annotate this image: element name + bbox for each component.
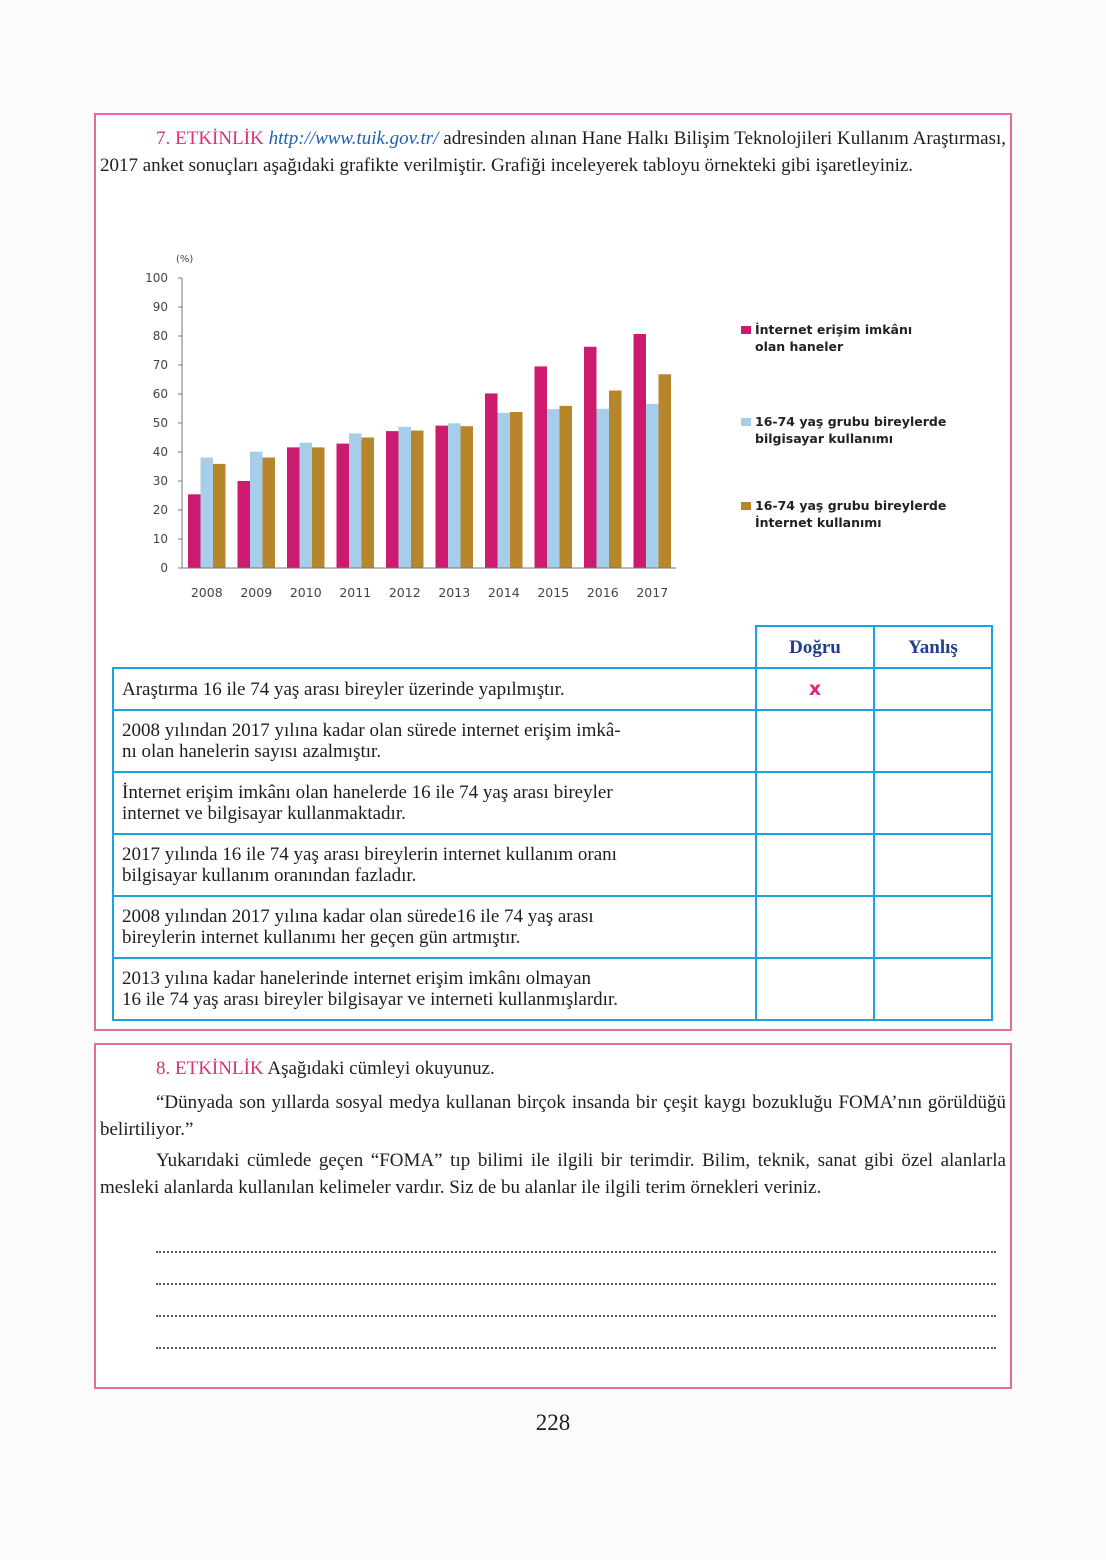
bar-2010-series-2 <box>300 443 313 568</box>
false-cell[interactable] <box>874 958 992 1020</box>
header-true: Doğru <box>756 626 874 668</box>
legend-line: bilgisayar kullanımı <box>755 431 894 446</box>
activity-8-instruction-text: Aşağıdaki cümleyi okuyunuz. <box>263 1058 495 1079</box>
statement-cell: 2013 yılına kadar hanelerinde internet erişim imkânı olmayan 16 ile 74 yaş arası bireyler bilgisayar ve interneti kullanmışlardır. <box>113 958 756 1020</box>
table-row <box>113 958 992 1020</box>
true-cell[interactable]: x <box>756 668 874 710</box>
bar-2015-series-3 <box>560 406 573 568</box>
bar-2017-series-3 <box>659 374 672 568</box>
true-cell[interactable] <box>756 710 874 772</box>
y-axis-ticks <box>145 271 182 575</box>
activity-8-box <box>94 1043 1012 1389</box>
activity-8-label: 8. ETKİNLİK <box>156 1058 264 1079</box>
statement-cell: 2008 yılından 2017 yılına kadar olan sürede internet erişim imkâ- nı olan hanelerin sayısı azalmıştır. <box>113 710 756 772</box>
true-false-table <box>112 625 993 1021</box>
statement-cell: 2017 yılında 16 ile 74 yaş arası bireylerin internet kullanım oranı bilgisayar kullanım oranından fazladır. <box>113 834 756 896</box>
bar-2012-series-3 <box>411 431 424 568</box>
header-false: Yanlış <box>874 626 992 668</box>
y-tick-label: 100 <box>145 271 168 285</box>
bar-2012-series-1 <box>386 431 399 568</box>
bar-2015-series-1 <box>535 366 548 568</box>
y-tick-label: 10 <box>152 532 168 546</box>
false-cell[interactable] <box>874 772 992 834</box>
true-cell[interactable] <box>756 958 874 1020</box>
bar-2008-series-1 <box>188 494 201 568</box>
true-cell[interactable] <box>756 834 874 896</box>
x-tick-label: 2008 <box>190 585 223 600</box>
x-tick-label: 2016 <box>586 585 619 600</box>
activity-7-box <box>94 113 1012 1031</box>
table-row <box>113 710 992 772</box>
legend-swatch-computer <box>741 418 751 426</box>
table-row <box>113 772 992 834</box>
answer-line[interactable] <box>156 1251 996 1253</box>
answer-line[interactable] <box>156 1315 996 1317</box>
activity-7-label: 7. ETKİNLİK <box>156 128 264 149</box>
true-cell[interactable] <box>756 772 874 834</box>
bar-2014-series-1 <box>485 393 498 568</box>
false-cell[interactable] <box>874 896 992 958</box>
quote-text: “Dünyada son yıllarda sosyal medya kullanan birçok insanda bir çeşit kaygı bozukluğu FOMA’nın görüldüğü belirtiliyor.” <box>100 1092 1006 1140</box>
y-tick-label: 70 <box>152 358 168 372</box>
bar-chart <box>114 245 669 605</box>
y-tick-label: 50 <box>152 416 168 430</box>
x-tick-label: 2017 <box>636 585 669 600</box>
legend-line: 16-74 yaş grubu bireylerde <box>755 414 947 429</box>
tuik-link[interactable]: http://www.tuik.gov.tr/ <box>268 128 439 149</box>
bar-2009-series-3 <box>263 458 276 568</box>
table-row <box>113 668 992 710</box>
bar-2011-series-1 <box>337 444 350 568</box>
bar-2010-series-1 <box>287 447 300 568</box>
true-cell[interactable] <box>756 896 874 958</box>
bar-2012-series-2 <box>399 427 412 568</box>
bar-2009-series-1 <box>238 481 251 568</box>
bar-2011-series-3 <box>362 438 375 569</box>
bar-2011-series-2 <box>349 433 362 568</box>
legend-line: 16-74 yaş grubu bireylerde <box>755 498 947 513</box>
answer-line[interactable] <box>156 1283 996 1285</box>
table-row <box>113 834 992 896</box>
activity-7-intro <box>100 125 1006 179</box>
bar-2017-series-1 <box>634 334 647 568</box>
bar-2013-series-1 <box>436 426 449 568</box>
x-tick-label: 2014 <box>487 585 520 600</box>
activity-8-instruction <box>100 1055 1006 1082</box>
x-tick-label: 2015 <box>537 585 570 600</box>
legend-line: İnternet erişim imkânı <box>755 322 913 337</box>
x-tick-label: 2013 <box>438 585 471 600</box>
bar-2016-series-1 <box>584 347 597 568</box>
y-tick-label: 80 <box>152 329 168 343</box>
x-tick-label: 2010 <box>289 585 322 600</box>
legend-line: olan haneler <box>755 339 844 354</box>
y-axis-label: (%) <box>176 254 194 265</box>
bar-2016-series-3 <box>609 391 622 568</box>
bar-2013-series-2 <box>448 423 461 568</box>
legend-swatch-households <box>741 326 751 334</box>
page-number: 228 <box>535 1410 571 1435</box>
bar-group <box>188 334 671 568</box>
y-tick-label: 60 <box>152 387 168 401</box>
table-row <box>113 896 992 958</box>
x-tick-label: 2012 <box>388 585 421 600</box>
activity-7-intro-text: adresinden alınan Hane Halkı Bilişim Teknolojileri Kullanım Araştırması, 2017 anket sonuçları aşağıdaki grafikte verilmiştir. Grafiği inceleyerek tabloyu örnekteki gibi işaretleyiniz. <box>100 128 1007 176</box>
legend-line: İnternet kullanımı <box>755 515 882 530</box>
bar-2008-series-3 <box>213 464 226 568</box>
bar-2010-series-3 <box>312 447 325 568</box>
false-cell[interactable] <box>874 710 992 772</box>
bar-2014-series-3 <box>510 412 523 568</box>
y-tick-label: 30 <box>152 474 168 488</box>
y-tick-label: 90 <box>152 300 168 314</box>
bar-2015-series-2 <box>547 409 560 568</box>
bar-2013-series-3 <box>461 426 474 568</box>
y-tick-label: 40 <box>152 445 168 459</box>
y-tick-label: 20 <box>152 503 168 517</box>
bar-2014-series-2 <box>498 413 511 568</box>
x-tick-label: 2009 <box>240 585 273 600</box>
bar-2017-series-2 <box>646 404 659 568</box>
x-axis-ticks <box>191 585 668 600</box>
false-cell[interactable] <box>874 834 992 896</box>
bar-2009-series-2 <box>250 452 263 568</box>
statement-cell: 2008 yılından 2017 yılına kadar olan sürede16 ile 74 yaş arası bireylerin internet kullanımı her geçen gün artmıştır. <box>113 896 756 958</box>
false-cell[interactable] <box>874 668 992 710</box>
answer-line[interactable] <box>156 1347 996 1349</box>
bar-2016-series-2 <box>597 409 610 568</box>
legend-swatch-internet <box>741 502 751 510</box>
statement-cell: İnternet erişim imkânı olan hanelerde 16 ile 74 yaş arası bireyler internet ve bilgisayar kullanmaktadır. <box>113 772 756 834</box>
statement-cell: Araştırma 16 ile 74 yaş arası bireyler üzerinde yapılmıştır. <box>113 668 756 710</box>
bar-2008-series-2 <box>201 458 214 568</box>
x-tick-label: 2011 <box>339 585 372 600</box>
y-tick-label: 0 <box>160 561 168 575</box>
task-text: Yukarıdaki cümlede geçen “FOMA” tıp bilimi ile ilgili bir terimdir. Bilim, teknik, sanat gibi özel alanlarla mesleki alanlarda kullanılan kelimeler vardır. Siz de bu alanlar ile ilgili terim örnekleri veriniz. <box>100 1150 1006 1198</box>
